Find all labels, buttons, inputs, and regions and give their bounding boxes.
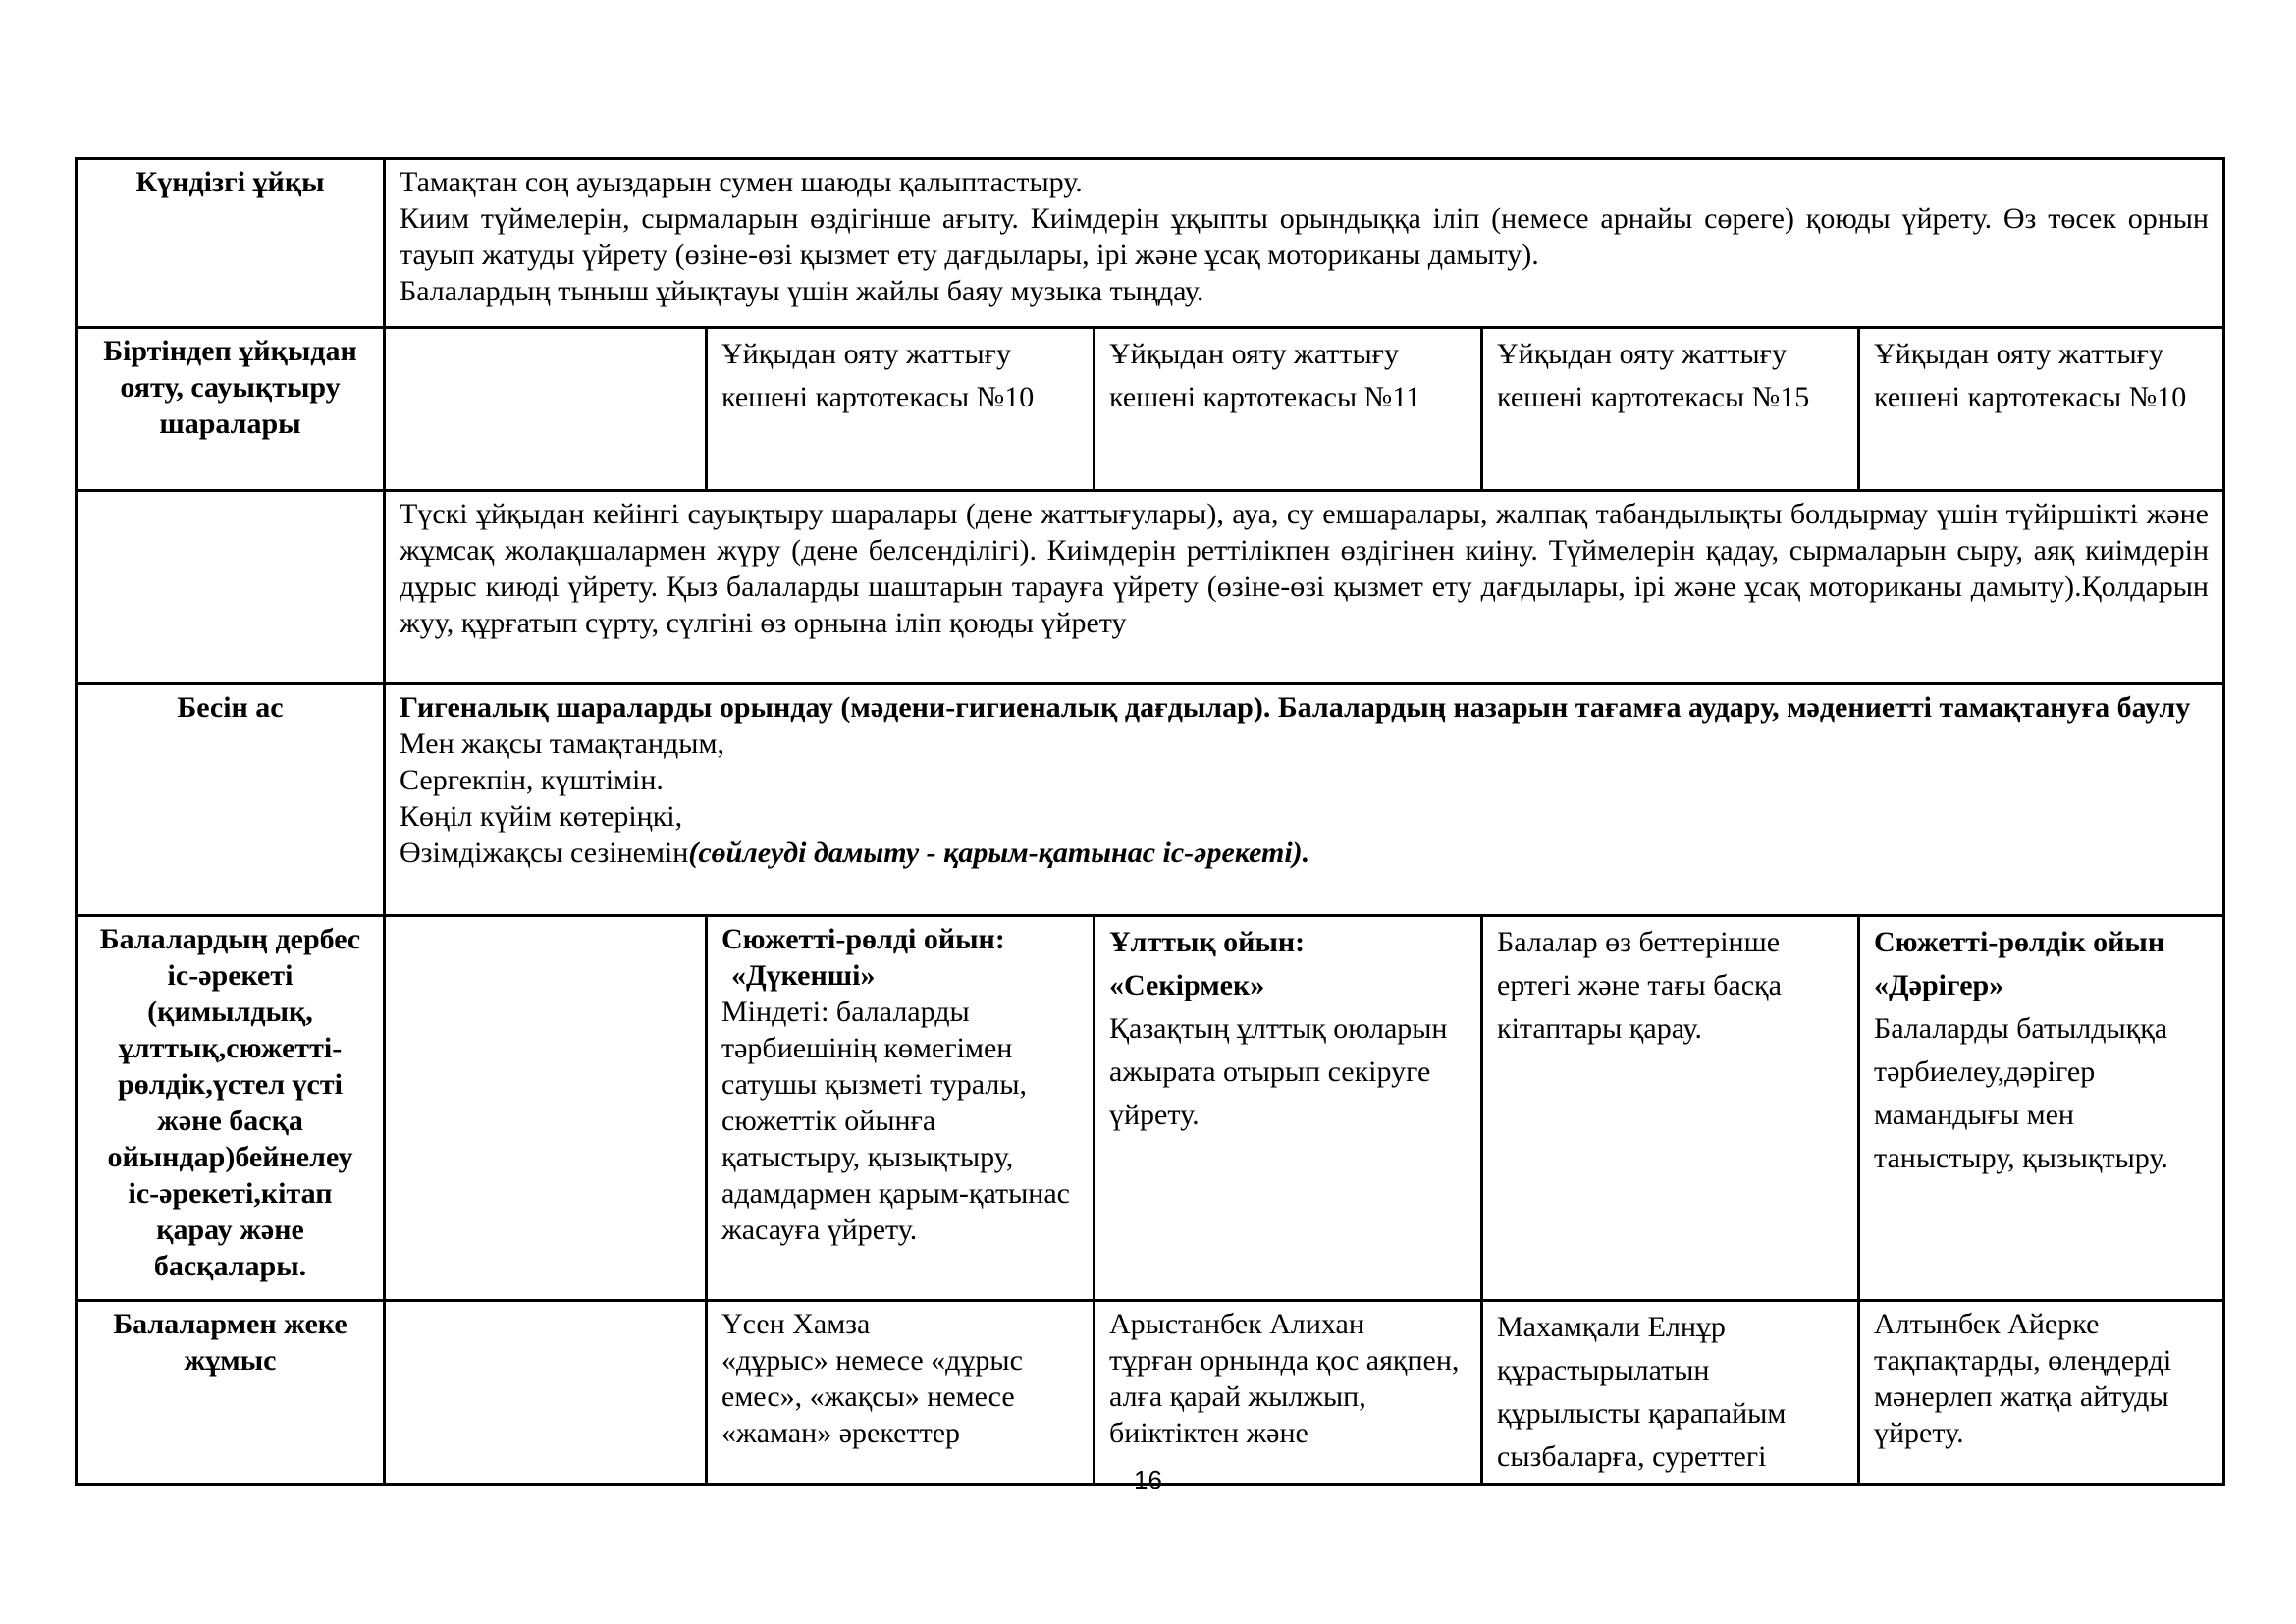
wakeup-cell-2: Ұйқыдан ояту жаттығу кешені картотекасы №10 — [707, 328, 1095, 491]
row-day-sleep — [77, 159, 2224, 328]
individual-cell-3-name: Арыстанбек Алихан — [1109, 1308, 1364, 1340]
snack-poem-line-2: Сергекпін, күштімін. — [400, 764, 664, 796]
wakeup-cell-5: Ұйқыдан ояту жаттығу кешені картотекасы №10 — [1859, 328, 2224, 491]
row-label-snack: Бесін ас — [77, 684, 385, 916]
independent-cell-5-title: Сюжетті-рөлдік ойын — [1874, 926, 2165, 958]
row-label-independent: Балалардың дербес іс-әрекеті (қимылдық, ұлттық,сюжетті-рөлдік,үстел үсті және басқа ойындар)бейнелеу іс-әрекеті,кітап қарау және басқалары. — [77, 916, 385, 1301]
individual-cell-4 — [1482, 1301, 1859, 1485]
snack-poem-line-4-text: Өзімдіжақсы сезінемін — [400, 837, 689, 869]
independent-cell-2-subtitle: «Дүкенші» — [731, 959, 876, 992]
row-label-individual: Балалармен жеке жұмыс — [77, 1301, 385, 1485]
day-sleep-content — [385, 159, 2224, 328]
row-individual — [77, 1301, 2224, 1485]
snack-poem-line-4-note: (сөйлеуді дамыту - қарым-қатынас іс-әрекеті). — [688, 837, 1310, 869]
row-label-health — [77, 491, 385, 684]
independent-cell-3-subtitle: «Секірмек» — [1109, 969, 1265, 1001]
independent-cell-4-text: Балалар өз беттерінше ертегі және тағы басқа кітаптары қарау. — [1497, 926, 1782, 1045]
independent-cell-5-text: Балаларды батылдыққа тәрбиелеу,дәрігер мамандығы мен таныстыру, қызықтыру. — [1874, 1012, 2168, 1174]
individual-cell-2-name: Үсен Хамза — [721, 1308, 871, 1340]
individual-cell-3-text: тұрған орнында қос аяқпен, алға қарай жылжып, биіктіктен және — [1109, 1344, 1460, 1449]
wakeup-cell-4: Ұйқыдан ояту жаттығу кешені картотекасы №15 — [1482, 328, 1859, 491]
day-sleep-line-2: Киим түймелерін, сырмаларын өздігінше ағыту. Киімдерін ұқыпты орындыққа іліп (немесе арнайы сөреге) қоюды үйрету. Өз төсек орнын тауып жатуды үйрету (өзіне-өзі қызмет ету дағдылары, ірі және ұсақ моториканы дамыту). — [400, 202, 2209, 271]
snack-poem-line-4 — [400, 835, 2209, 871]
daily-plan-table — [75, 157, 2225, 1486]
individual-cell-2-text: «дұрыс» немесе «дұрыс емес», «жақсы» немесе «жаман» әрекеттер — [721, 1344, 1023, 1449]
snack-content — [385, 684, 2224, 916]
day-sleep-line-1: Тамақтан соң ауыздарын сумен шаюды қалыптастыру. — [400, 166, 1083, 198]
independent-cell-4 — [1482, 916, 1859, 1301]
independent-cell-1 — [385, 916, 707, 1301]
independent-cell-5 — [1859, 916, 2224, 1301]
row-wakeup — [77, 328, 2224, 491]
page-number: 16 — [1134, 1465, 1162, 1494]
snack-poem-line-3: Көңіл күйім көтеріңкі, — [400, 800, 683, 833]
row-health — [77, 491, 2224, 684]
individual-cell-5 — [1859, 1301, 2224, 1485]
snack-poem-line-1: Мен жақсы тамақтандым, — [400, 728, 724, 760]
row-independent — [77, 916, 2224, 1301]
independent-cell-2-title: Сюжетті-рөлді ойын: — [721, 923, 1005, 955]
health-content: Түскі ұйқыдан кейінгі сауықтыру шаралары (дене жаттығулары), ауа, су емшаралары, жалпақ табандылықты болдырмау үшін түйіршікті және жұмсақ жолақшалармен жүру (дене белсенділігі). Киімдерін реттілікпен өздігінен киіну. Түймелерін қадау, сырмаларын сыру, аяқ киімдерін дұрыс киюді үйрету. Қыз балаларды шаштарын тарауға үйрету (өзіне-өзі қызмет ету дағдылары, ірі және ұсақ моториканы дамыту).Қолдарын жуу, құрғатып сүрту, сүлгіні өз орнына іліп қоюды үйрету — [385, 491, 2224, 684]
wakeup-cell-1 — [385, 328, 707, 491]
day-sleep-line-3: Балалардың тыныш ұйықтауы үшін жайлы баяу музыка тыңдау. — [400, 275, 1204, 307]
wakeup-cell-3: Ұйқыдан ояту жаттығу кешені картотекасы №11 — [1095, 328, 1482, 491]
individual-cell-1 — [385, 1301, 707, 1485]
individual-cell-4-text: құрастырылатын құрылысты қарапайым сызбаларға, суреттегі — [1497, 1354, 1787, 1473]
independent-cell-3-text: Қазақтың ұлттық оюларын ажырата отырып секіруге үйрету. — [1109, 1012, 1448, 1131]
row-label-day-sleep: Күндізгі ұйқы — [77, 159, 385, 328]
individual-cell-3 — [1095, 1301, 1482, 1485]
individual-cell-5-name: Алтынбек Айерке — [1874, 1308, 2100, 1340]
independent-cell-2 — [707, 916, 1095, 1301]
row-snack — [77, 684, 2224, 916]
individual-cell-4-name: Махамқали Елнұр — [1497, 1311, 1726, 1343]
independent-cell-3-title: Ұлттық ойын: — [1109, 926, 1306, 958]
independent-cell-2-text: Міндеті: балаларды тәрбиешінің көмегімен сатушы қызметі туралы, сюжеттік ойынға қатыстыру, қызықтыру, адамдармен қарым-қатынас жасауға үйрету. — [721, 996, 1070, 1246]
independent-cell-3 — [1095, 916, 1482, 1301]
snack-heading: Гигеналық шараларды орындау (мәдени-гигиеналық дағдылар). Балалардың назарын тағамға аудару, мәдениетті тамақтануға баулу — [400, 691, 2191, 724]
individual-cell-2 — [707, 1301, 1095, 1485]
independent-cell-5-subtitle: «Дәрігер» — [1874, 969, 2004, 1001]
row-label-wakeup: Біртіндеп ұйқыдан ояту, сауықтыру шаралары — [77, 328, 385, 491]
individual-cell-5-text: тақпақтарды, өлеңдерді мәнерлеп жатқа айтуды үйрету. — [1874, 1344, 2172, 1449]
